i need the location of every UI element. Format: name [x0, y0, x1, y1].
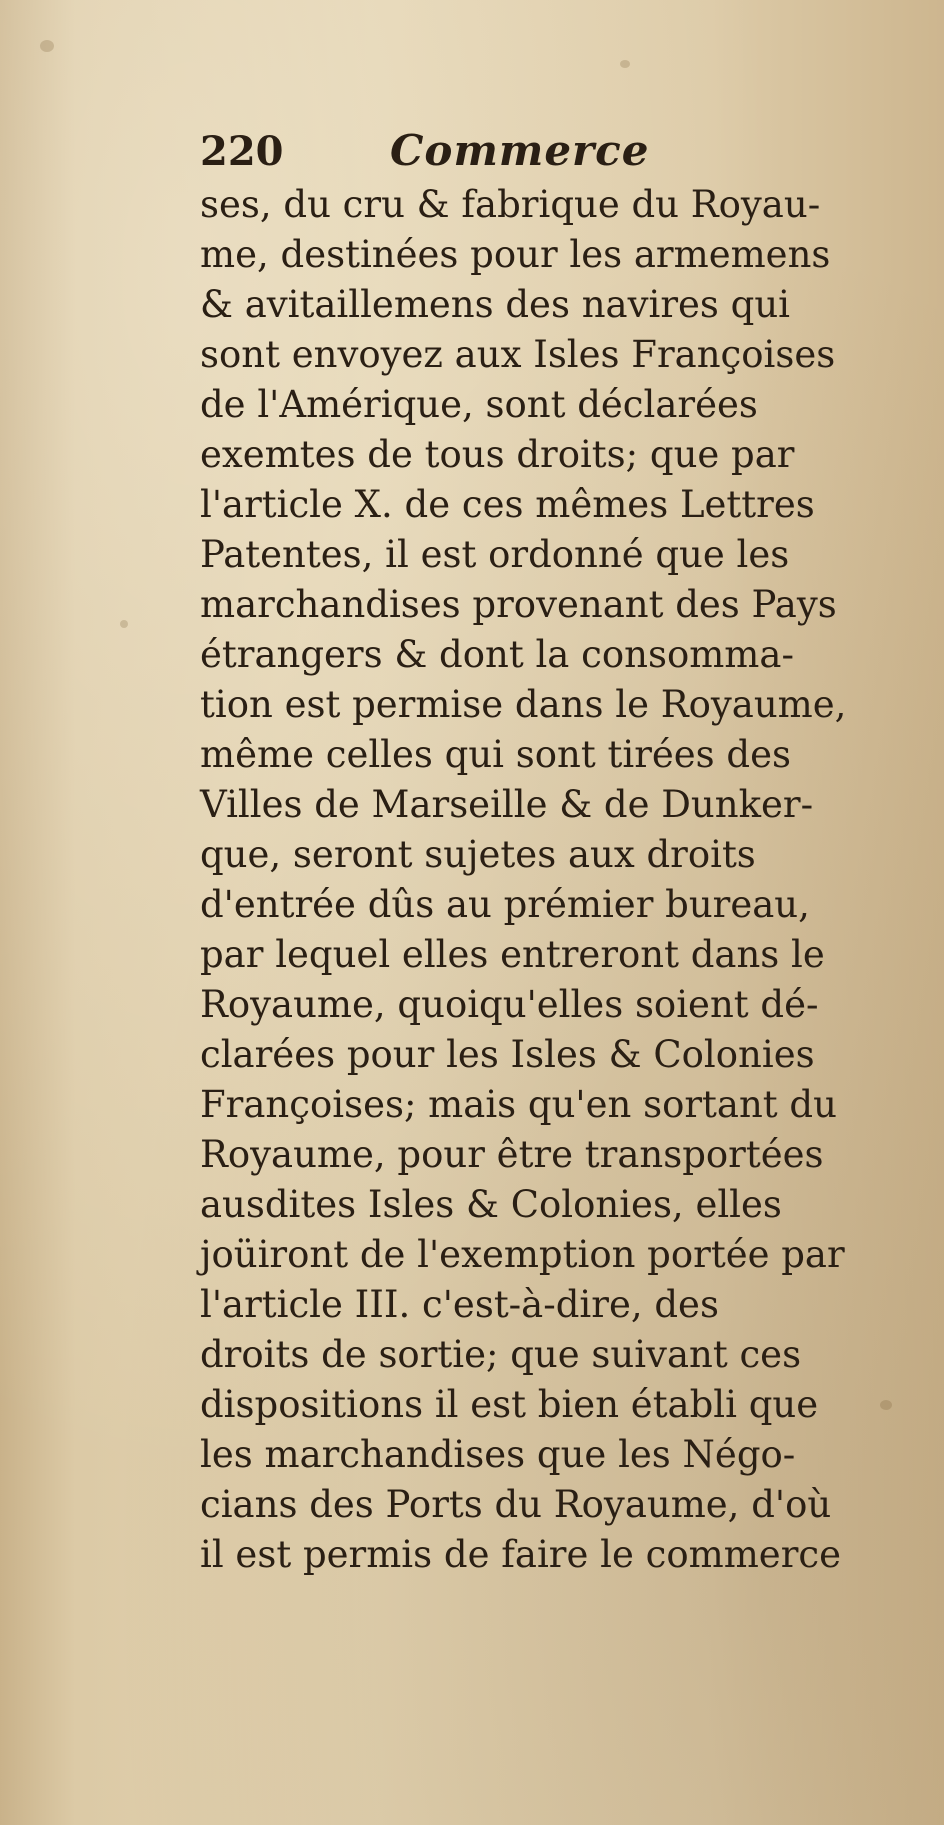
text-line: sont envoyez aux Isles Françoises	[200, 333, 836, 376]
text-line: ausdites Isles & Colonies, elles	[200, 1183, 782, 1226]
text-line: par lequel elles entreront dans le	[200, 933, 825, 976]
text-line: me, destinées pour les armemens	[200, 233, 831, 276]
text-line: droits de sortie; que suivant ces	[200, 1333, 802, 1376]
running-head	[200, 128, 760, 188]
text-line: Françoises; mais qu'en sortant du	[200, 1083, 837, 1126]
text-line: ses, du cru & fabrique du Royau-	[200, 183, 821, 226]
paper-stain	[120, 620, 128, 628]
text-line: que, seront sujetes aux droits	[200, 833, 756, 876]
text-line: l'article X. de ces mêmes Lettres	[200, 483, 815, 526]
text-line: marchandises provenant des Pays	[200, 583, 837, 626]
text-line: l'article III. c'est-à-dire, des	[200, 1283, 719, 1326]
text-line: exemtes de tous droits; que par	[200, 433, 795, 476]
text-line: joüiront de l'exemption portée par	[200, 1233, 845, 1276]
paper-stain	[620, 60, 630, 68]
text-line: dispositions il est bien établi que	[200, 1383, 819, 1426]
running-title: Commerce	[390, 126, 650, 175]
text-line: d'entrée dûs au prémier bureau,	[200, 883, 810, 926]
text-line: même celles qui sont tirées des	[200, 733, 791, 776]
text-line: Royaume, quoiqu'elles soient dé-	[200, 983, 819, 1026]
page-number: 220	[200, 128, 284, 175]
text-line: & avitaillemens des navires qui	[200, 283, 791, 326]
text-line: Villes de Marseille & de Dunker-	[200, 783, 814, 826]
text-line: cians des Ports du Royaume, d'où	[200, 1483, 832, 1526]
text-line: tion est permise dans le Royaume,	[200, 683, 847, 726]
body-text	[200, 180, 920, 1580]
text-line: il est permis de faire le commerce	[200, 1533, 842, 1576]
text-line: de l'Amérique, sont déclarées	[200, 383, 758, 426]
text-line: les marchandises que les Négo-	[200, 1433, 796, 1476]
paper-stain	[40, 40, 54, 52]
text-line: clarées pour les Isles & Colonies	[200, 1033, 815, 1076]
text-line: étrangers & dont la consomma-	[200, 633, 794, 676]
text-line: Patentes, il est ordonné que les	[200, 533, 790, 576]
text-line: Royaume, pour être transportées	[200, 1133, 824, 1176]
